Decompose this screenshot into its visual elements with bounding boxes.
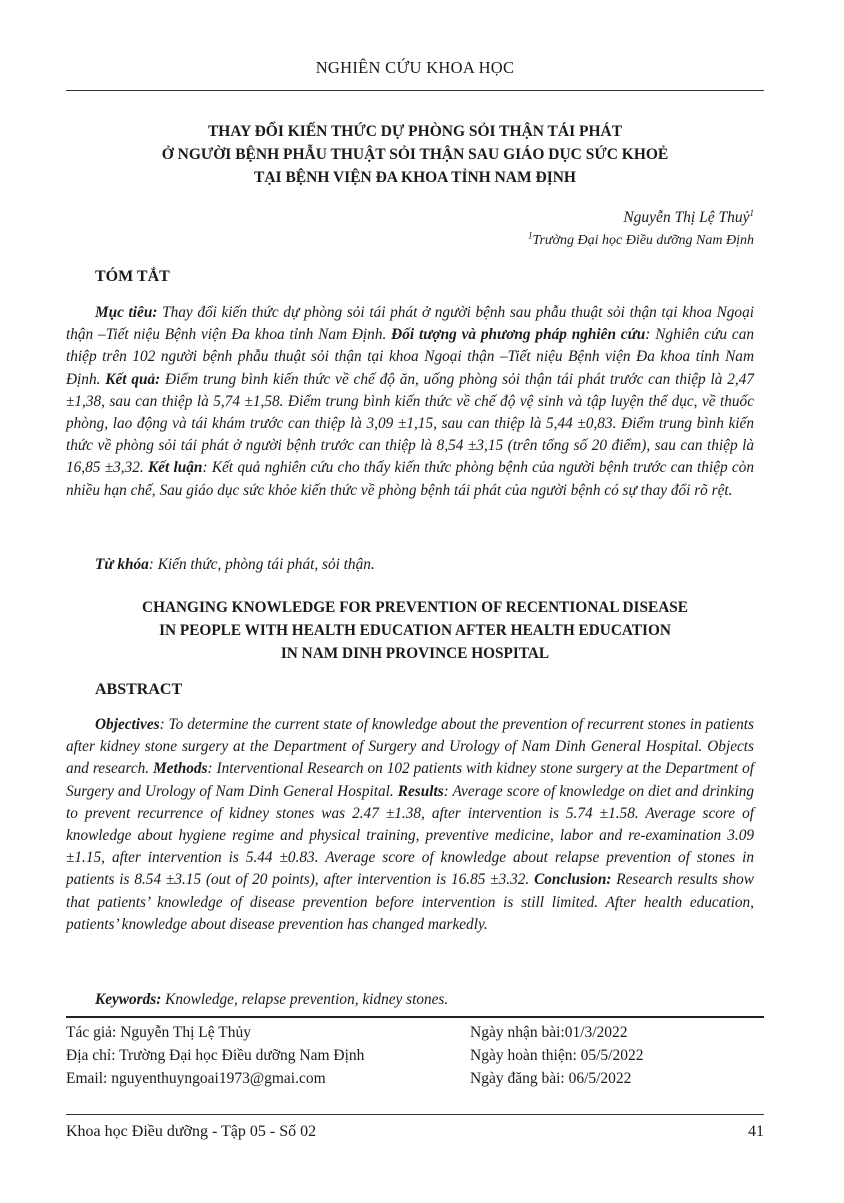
author-contact-info bbox=[66, 1021, 364, 1090]
vietnamese-title bbox=[66, 120, 764, 189]
results-label: Kết quả: bbox=[105, 370, 161, 388]
affiliation-superscript: 1 bbox=[527, 230, 533, 241]
conclusion-text: : Kết quả nghiên cứu cho thấy kiến thức phòng bệnh của người bệnh trước can thiệp còn nhiều hạn chế, Sau giáo dục sức khỏe kiến thức về phòng bệnh tái phát của người bệnh có sự thay đổi rõ rệt. bbox=[66, 459, 755, 499]
footer-rule bbox=[66, 1114, 764, 1115]
article-dates bbox=[470, 1021, 644, 1090]
date-received: Ngày nhận bài:01/3/2022 bbox=[470, 1024, 628, 1041]
objective-label: Mục tiêu: bbox=[95, 304, 158, 321]
english-title-line-1: CHANGING KNOWLEDGE FOR PREVENTION OF RECENTIONAL DISEASE bbox=[142, 599, 688, 616]
info-address: Địa chỉ: Trường Đại học Điều dưỡng Nam Định bbox=[66, 1047, 365, 1064]
english-title-line-3: IN NAM DINH PROVINCE HOSPITAL bbox=[280, 645, 550, 662]
objective-text: Thay đổi kiến thức dự phòng sỏi tái phát ở người bệnh sau phẫu thuật sỏi thận tại khoa Ngoại thận –Tiết niệu Bệnh viện Đa khoa tỉnh Nam Định. bbox=[66, 304, 754, 344]
en-keywords-text: Knowledge, relapse prevention, kidney stones. bbox=[161, 991, 449, 1008]
en-conclusion-text: Research results show that patients’ knowledge of disease prevention before intervention is still limited. After health education, patients’ knowledge about disease prevention has changed markedly. bbox=[66, 871, 754, 933]
info-email: Email: nguyenthuyngoai1973@gmai.com bbox=[66, 1070, 326, 1087]
english-title bbox=[40, 596, 790, 665]
vietnamese-title-line-2: Ở NGƯỜI BỆNH PHẪU THUẬT SỎI THẬN SAU GIÁO DỤC SỨC KHOẺ bbox=[161, 146, 669, 163]
running-header: NGHIÊN CỨU KHOA HỌC bbox=[315, 58, 515, 77]
date-published: Ngày đăng bài: 06/5/2022 bbox=[470, 1070, 632, 1087]
english-title-line-2: IN PEOPLE WITH HEALTH EDUCATION AFTER HEALTH EDUCATION bbox=[159, 622, 671, 639]
affiliation-text: Trường Đại học Điều dưỡng Nam Định bbox=[532, 233, 754, 248]
english-abstract-body bbox=[66, 714, 754, 936]
author-superscript: 1 bbox=[749, 207, 754, 218]
en-results-label: Results bbox=[397, 782, 444, 800]
en-keywords-label: Keywords: bbox=[95, 991, 162, 1008]
info-author: Tác giả: Nguyễn Thị Lệ Thủy bbox=[66, 1024, 251, 1041]
info-rule bbox=[66, 1016, 764, 1018]
objectives-text: : To determine the current state of knowledge about the prevention of recurrent stones in patients after kidney stone surgery at the Department of Surgery and Urology of Nam Dinh General Hospital. Objects and research. bbox=[66, 716, 754, 778]
keywords-label: Từ khóa bbox=[95, 556, 149, 573]
objectives-label: Objectives bbox=[95, 716, 160, 733]
en-methods-text: : Interventional Research on 102 patients with kidney stone surgery at the Department of Surgery and Urology of Nam Dinh General Hospital. bbox=[66, 760, 754, 800]
journal-footer: Khoa học Điều dưỡng - Tập 05 - Số 02 bbox=[66, 1123, 317, 1140]
vietnamese-abstract-body bbox=[66, 302, 754, 502]
page-number: 41 bbox=[748, 1123, 764, 1140]
en-methods-label: Methods bbox=[153, 760, 208, 778]
vietnamese-title-line-3: TẠI BỆNH VIỆN ĐA KHOA TỈNH NAM ĐỊNH bbox=[254, 169, 576, 186]
results-text: Điểm trung bình kiến thức về chế độ ăn, uống phòng sỏi thận tái phát trước can thiệp là 2,47 ±1,38, sau can thiệp là 5,74 ±1,58. Điểm trung bình kiến thức về chế độ vệ sinh và tập luyện thể dục, về thuốc phòng, lao động và tái khám trước can thiệp là 3,09 ±1,15, sau can thiệp là 5,44 ±0,83. Điểm trung bình kiến thức về phòng sỏi tái phát ở người bệnh trước can thiệp là 8,54 ±3,15 (trên tổng số 20 điểm), sau can thiệp là 16,85 ±3,32. bbox=[66, 370, 754, 477]
vietnamese-abstract-heading: TÓM TẮT bbox=[95, 268, 170, 285]
conclusion-label: Kết luận bbox=[147, 459, 203, 477]
english-abstract-heading: ABSTRACT bbox=[95, 681, 183, 698]
vietnamese-keywords bbox=[66, 554, 754, 576]
en-results-text: : Average score of knowledge on diet and drinking to prevent recurrence of kidney stones was 2.47 ±1.38, after intervention is 5.74 ±1.58. Average score of knowledge about hygiene regime and physical training, preventive medicine, labor and re-examination 3.09 ±1.15, after intervention is 5.44 ±0.83. Average score of knowledge about relapse prevention of stones in patients is 8.54 ±3.15 (out of 20 points), after intervention is 16.85 ±3.32. bbox=[66, 782, 754, 889]
header-rule bbox=[66, 90, 764, 91]
methods-text: : Nghiên cứu can thiệp trên 102 người bệnh phẫu thuật sỏi thận tại khoa Ngoại thận –Tiết niệu Bệnh viện Đa khoa tỉnh Nam Định. bbox=[66, 326, 755, 388]
author-name bbox=[623, 209, 754, 227]
english-keywords bbox=[66, 989, 754, 1011]
author-affiliation bbox=[527, 230, 754, 249]
en-conclusion-label: Conclusion: bbox=[534, 871, 612, 889]
vietnamese-title-line-1: THAY ĐỔI KIẾN THỨC DỰ PHÒNG SỎI THẬN TÁI PHÁT bbox=[207, 123, 623, 140]
keywords-text: : Kiến thức, phòng tái phát, sỏi thận. bbox=[148, 556, 375, 573]
methods-label: Đối tượng và phương pháp nghiên cứu bbox=[391, 326, 646, 344]
date-revised: Ngày hoàn thiện: 05/5/2022 bbox=[470, 1047, 644, 1064]
author-name-text: Nguyễn Thị Lệ Thuỷ bbox=[623, 209, 750, 226]
